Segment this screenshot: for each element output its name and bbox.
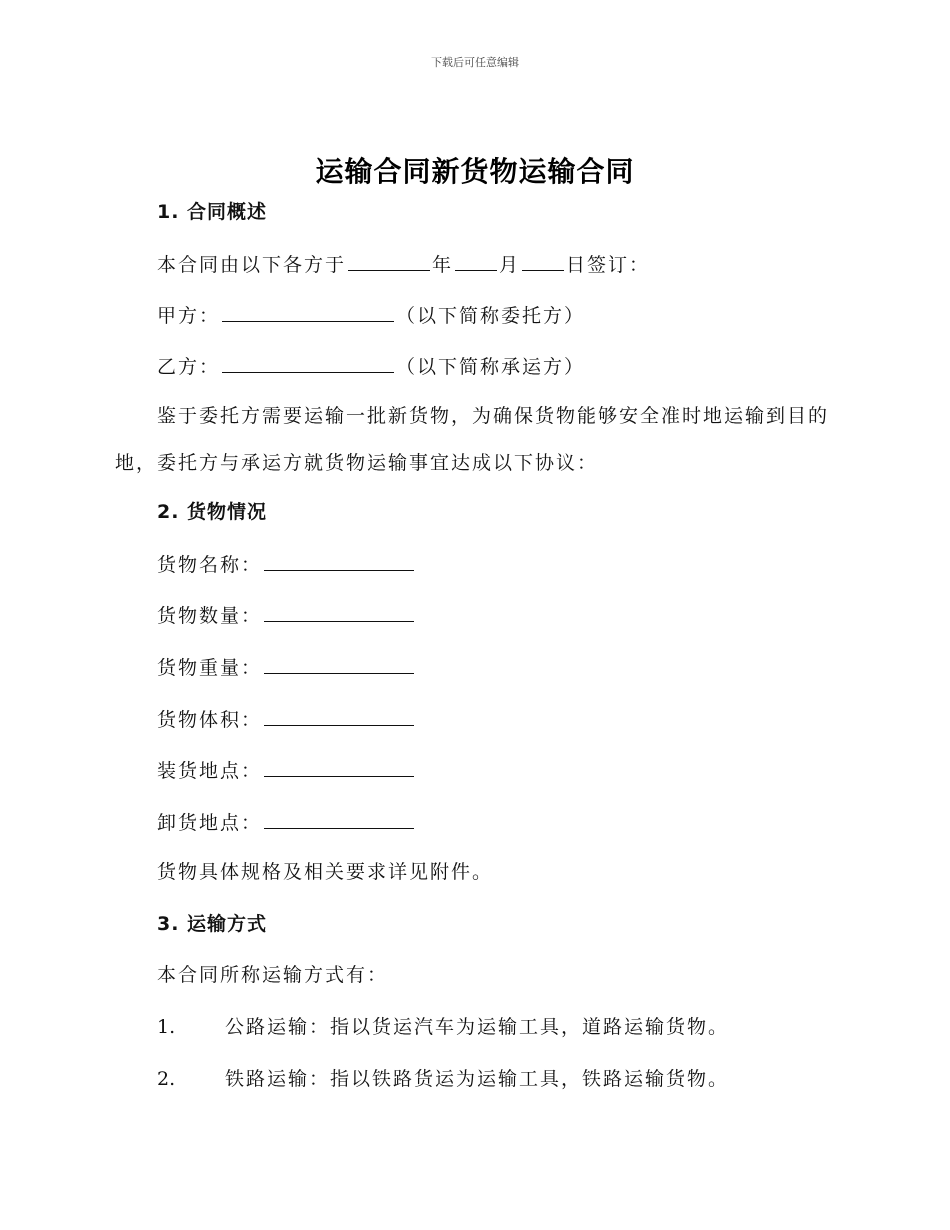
cargo-field-row xyxy=(157,599,416,631)
cargo-field-label: 货物体积： xyxy=(157,709,263,731)
cargo-field-blank[interactable] xyxy=(264,548,414,571)
cargo-field-label: 货物数量： xyxy=(157,605,263,627)
preamble-paragraph xyxy=(115,393,835,487)
cargo-field-blank[interactable] xyxy=(264,599,414,622)
party-b-blank[interactable] xyxy=(222,350,394,373)
day-blank[interactable] xyxy=(522,248,564,271)
cargo-field-blank[interactable] xyxy=(264,703,414,726)
preamble-text: 鉴于委托方需要运输一批新货物，为确保货物能够安全准时地运输到目的地，委托方与承运方就货物运输事宜达成以下协议： xyxy=(115,405,830,474)
month-label: 月 xyxy=(499,254,521,276)
transport-item-text: 公路运输：指以货运汽车为运输工具，道路运输货物。 xyxy=(225,1016,730,1038)
cargo-field-blank[interactable] xyxy=(264,651,414,674)
cargo-field-label: 货物重量： xyxy=(157,657,263,679)
cargo-field-row xyxy=(157,754,416,786)
cargo-field-row xyxy=(157,703,416,735)
transport-item-number: 1. xyxy=(157,1016,176,1038)
cargo-field-label: 卸货地点： xyxy=(157,812,263,834)
party-a-label: 甲方： xyxy=(157,305,221,327)
party-b-note: （以下简称承运方） xyxy=(396,356,586,378)
transport-item xyxy=(157,1064,729,1094)
cargo-field-label: 装货地点： xyxy=(157,760,263,782)
cargo-field-label: 货物名称： xyxy=(157,554,263,576)
cargo-field-row xyxy=(157,651,416,683)
year-blank[interactable] xyxy=(348,248,430,271)
section-1-heading: 1. 合同概述 xyxy=(157,201,268,223)
transport-item xyxy=(157,1012,729,1042)
party-a-line xyxy=(157,299,585,331)
party-a-blank[interactable] xyxy=(222,299,394,322)
cargo-field-blank[interactable] xyxy=(264,806,414,829)
party-b-label: 乙方： xyxy=(157,356,221,378)
party-a-note: （以下简称委托方） xyxy=(396,305,586,327)
transport-intro: 本合同所称运输方式有： xyxy=(157,964,389,986)
cargo-field-row xyxy=(157,548,416,580)
document-title: 运输合同新货物运输合同 xyxy=(315,155,635,188)
day-sign-label: 日签订： xyxy=(566,254,651,276)
signing-date-line xyxy=(157,248,650,280)
section-2-heading: 2. 货物情况 xyxy=(157,501,268,523)
transport-item-number: 2. xyxy=(157,1068,176,1090)
cargo-note: 货物具体规格及相关要求详见附件。 xyxy=(157,861,494,883)
cargo-field-row xyxy=(157,806,416,838)
year-label: 年 xyxy=(432,254,454,276)
header-note: 下载后可任意编辑 xyxy=(431,56,519,69)
party-b-line xyxy=(157,350,585,382)
signing-prefix: 本合同由以下各方于 xyxy=(157,254,347,276)
transport-item-text: 铁路运输：指以铁路货运为运输工具，铁路运输货物。 xyxy=(225,1068,730,1090)
section-3-heading: 3. 运输方式 xyxy=(157,913,268,935)
month-blank[interactable] xyxy=(455,248,497,271)
cargo-field-blank[interactable] xyxy=(264,754,414,777)
